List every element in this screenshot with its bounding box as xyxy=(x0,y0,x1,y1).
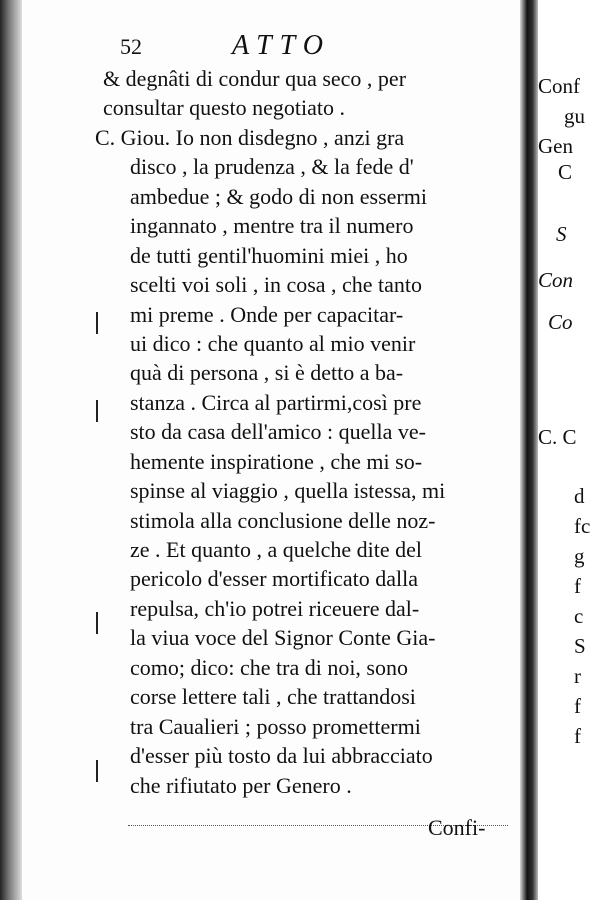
text-line: d'esser più tosto da lui abbracciato xyxy=(130,743,433,769)
facing-text: r xyxy=(574,664,581,688)
text-line: pericolo d'esser mortificato dalla xyxy=(130,566,419,592)
text-line: corse lettere tali , che trattandosi xyxy=(130,684,416,710)
text-line: & degnâti di condur qua seco , per xyxy=(103,66,407,91)
facing-text: Co xyxy=(548,310,573,334)
text-line: ambedue ; & godo di non essermi xyxy=(130,183,427,209)
text-line: ze . Et quanto , a quelche dite del xyxy=(130,537,422,562)
facing-text: f xyxy=(574,694,581,718)
margin-mark xyxy=(96,612,106,634)
text-line: de tutti gentil'huomini miei , ho xyxy=(130,242,408,268)
facing-text: f xyxy=(574,574,581,598)
text-line: la viua voce del Signor Conte Gia- xyxy=(130,625,436,651)
margin-mark xyxy=(96,400,106,422)
facing-text: Con xyxy=(538,268,574,292)
body-text xyxy=(95,64,528,800)
margin-mark xyxy=(96,760,106,782)
facing-text: C xyxy=(558,160,573,184)
text-line: mi preme . Onde per capacitar- xyxy=(130,301,404,327)
facing-text: Gen xyxy=(538,134,573,158)
text-line: tra Caualieri ; posso promettermi xyxy=(130,713,421,739)
facing-text: fc xyxy=(574,514,590,538)
facing-text: S xyxy=(556,222,567,246)
text-line: scelti voi soli , in cosa , che tanto xyxy=(130,272,423,298)
text-line: hemente inspiratione , che mi so- xyxy=(130,448,423,474)
facing-text: C. C xyxy=(538,425,577,449)
text-line: stimola alla conclusione delle noz- xyxy=(130,507,436,533)
facing-text: gu xyxy=(564,104,585,128)
text-line: sto da casa dell'amico : quella ve- xyxy=(130,419,426,445)
facing-page xyxy=(538,0,590,900)
text-line: C. Giou. Io non disdegno , anzi gra xyxy=(95,124,405,150)
page-number: 52 xyxy=(120,34,142,59)
text-line: repulsa, ch'io potrei riceuere dal- xyxy=(130,595,420,621)
text-line: quà di persona , si è detto a ba- xyxy=(130,360,404,386)
running-title: ATTO xyxy=(232,30,331,61)
left-page-edge xyxy=(0,0,22,900)
text-line: stanza . Circa al partirmi,così pre xyxy=(130,389,422,415)
catchword: Confi- xyxy=(428,815,486,840)
text-line: como; dico: che tra di noi, sono xyxy=(130,654,408,680)
facing-text: S xyxy=(574,634,586,658)
facing-text: c xyxy=(574,604,584,628)
text-line: ingannato , mentre tra il numero xyxy=(130,213,414,239)
text-line: spinse al viaggio , quella istessa, mi xyxy=(130,478,446,504)
facing-text: d xyxy=(574,484,585,508)
margin-mark xyxy=(96,312,106,334)
text-line: consultar questo negotiato . xyxy=(103,95,345,121)
text-line: ui dico : che quanto al mio venir xyxy=(130,330,416,356)
facing-text: f xyxy=(574,724,581,748)
facing-text: g xyxy=(574,544,585,568)
text-line: disco , la prudenza , & la fede d' xyxy=(130,154,414,180)
book-binding-gutter xyxy=(520,0,538,900)
facing-text: Conf xyxy=(538,74,580,98)
page-header xyxy=(120,30,420,62)
text-line: che rifiutato per Genero . xyxy=(130,772,352,798)
